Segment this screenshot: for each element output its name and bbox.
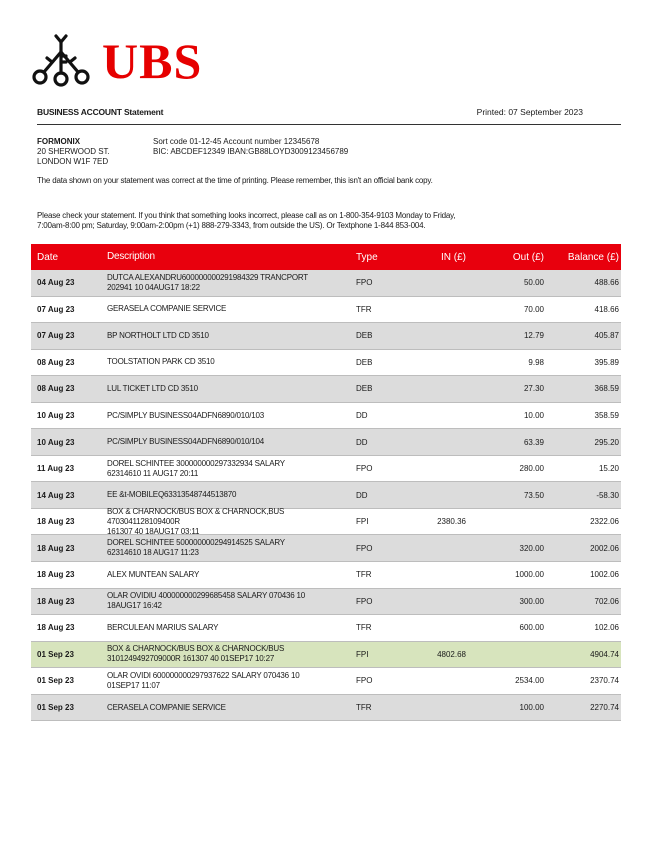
- table-row: [31, 695, 621, 722]
- row-description: [107, 411, 356, 421]
- row-date: 18 Aug 23: [37, 570, 75, 580]
- sort-code-account-number: Sort code 01-12-45 Account number 12345678: [153, 137, 320, 146]
- table-row: [31, 535, 621, 562]
- row-date: 18 Aug 23: [37, 543, 75, 553]
- row-balance: 358.59: [594, 411, 619, 420]
- row-description-line-1: OLAR OVIDIU 400000000299685458 SALARY 070436 10: [107, 591, 306, 601]
- row-description-line-1: EE &t-MOBILEQ63313548744513870: [107, 490, 237, 500]
- row-date: 14 Aug 23: [37, 490, 75, 500]
- row-description-line-1: BERCULEAN MARIUS SALARY: [107, 622, 219, 632]
- table-row: [31, 589, 621, 616]
- row-description: [107, 570, 356, 580]
- row-description-line-1: DUTCA ALEXANDRU600000000291984329 TRANCPORT: [107, 272, 308, 282]
- table-row: [31, 456, 621, 483]
- three-keys-icon: [30, 32, 92, 90]
- row-date: 04 Aug 23: [37, 278, 75, 288]
- row-in: 4802.68: [437, 649, 466, 659]
- row-description: [107, 273, 356, 293]
- row-description: [107, 538, 356, 558]
- row-date: 01 Sep 23: [37, 703, 74, 713]
- table-row: [31, 323, 621, 350]
- table-row: [31, 562, 621, 589]
- table-row: [31, 615, 621, 642]
- row-description: [107, 490, 356, 500]
- row-type: DEB: [356, 331, 373, 341]
- row-type: FPI: [356, 517, 369, 527]
- header-in: IN (£): [441, 251, 466, 263]
- row-date: 08 Aug 23: [37, 384, 75, 394]
- row-description: [107, 384, 356, 394]
- row-out: 50.00: [523, 278, 544, 288]
- row-out: 73.50: [523, 490, 544, 500]
- row-date: 07 Aug 23: [37, 331, 75, 341]
- table-row: [31, 429, 621, 456]
- row-type: FPO: [356, 464, 373, 474]
- row-balance: 4904.74: [590, 649, 619, 659]
- header-divider: [37, 124, 621, 125]
- row-date: 10 Aug 23: [37, 437, 75, 447]
- row-description-line-1: PC/SIMPLY BUSINESS04ADFN6890/010/103: [107, 410, 265, 420]
- row-balance: 295.20: [594, 437, 619, 447]
- row-balance: 395.89: [594, 357, 619, 367]
- row-description-line-1: LUL TICKET LTD CD 3510: [107, 383, 198, 393]
- row-type: FPO: [356, 596, 373, 606]
- row-balance: 2322.06: [590, 517, 619, 527]
- row-description-line-2: 161307 40 18AUG17 03:11: [107, 526, 200, 536]
- row-date: 01 Sep 23: [37, 649, 74, 659]
- row-description-line-2: 62314610 18 AUG17 11:23: [107, 548, 199, 558]
- row-date: 18 Aug 23: [37, 517, 75, 527]
- row-description: [107, 331, 356, 341]
- header-out: Out (£): [512, 251, 544, 263]
- row-out: 1000.00: [515, 570, 544, 580]
- header-type: Type: [356, 251, 378, 263]
- header-description: Description: [107, 251, 155, 262]
- row-type: TFR: [356, 703, 372, 713]
- table-row: [31, 270, 621, 297]
- row-balance: 102.06: [594, 623, 619, 633]
- table-row: [31, 506, 621, 536]
- address-line-2: LONDON W1F 7ED: [37, 157, 109, 166]
- table-row: [31, 376, 621, 403]
- row-description-line-1: PC/SIMPLY BUSINESS04ADFN6890/010/104: [107, 437, 265, 447]
- row-type: DEB: [356, 357, 373, 367]
- row-date: 18 Aug 23: [37, 596, 75, 606]
- accuracy-notice: The data shown on your statement was correct at the time of printing. Please remember, this isn't an official bank copy.: [37, 176, 433, 185]
- row-date: 08 Aug 23: [37, 357, 75, 367]
- company-name: FORMONIX: [37, 137, 81, 146]
- table-header: [31, 244, 621, 270]
- row-description-line-1: BOX & CHARNOCK/BUS BOX & CHARNOCK/BUS: [107, 644, 285, 654]
- row-description: [107, 703, 356, 713]
- row-balance: 1002.06: [590, 570, 619, 580]
- row-description-line-1: GERASELA COMPANIE SERVICE: [107, 304, 227, 314]
- statement-header: [37, 107, 621, 117]
- account-address: [37, 137, 110, 167]
- row-description: [107, 357, 356, 367]
- row-type: FPO: [356, 543, 373, 553]
- row-type: FPI: [356, 649, 369, 659]
- row-type: DEB: [356, 384, 373, 394]
- row-description-line-2: 3101249492709000R 161307 40 01SEP17 10:27: [107, 654, 275, 664]
- row-balance: 15.20: [598, 464, 619, 474]
- row-balance: 2270.74: [590, 703, 619, 713]
- row-description: [107, 623, 356, 633]
- row-out: 63.39: [523, 437, 544, 447]
- row-description-line-2: 62314610 11 AUG17 20:11: [107, 468, 199, 478]
- bic-iban: BIC: ABCDEF12349 IBAN:GB88LOYD3009123456789: [153, 147, 349, 156]
- row-description-line-1: CERASELA COMPANIE SERVICE: [107, 702, 226, 712]
- row-balance: 368.59: [594, 384, 619, 394]
- row-description-line-1: BOX & CHARNOCK/BUS BOX & CHARNOCK,BUS 4703041128109400R: [107, 506, 285, 526]
- row-description: [107, 437, 356, 447]
- header-balance: Balance (£): [567, 251, 619, 263]
- row-description: [107, 591, 356, 611]
- row-type: DD: [356, 490, 368, 500]
- row-type: DD: [356, 411, 368, 420]
- contact-notice: Please check your statement. If you think that something looks incorrect, please call as on 1-800-354-9103 Monday to Friday, 7:00am-8:00 pm; Saturday, 9:00am-2:00pm (+1) 888-279-3343, from outside the US). Or Textphone 1-844 853-004.: [37, 211, 456, 230]
- row-type: TFR: [356, 304, 372, 314]
- row-description-line-2: 01SEP17 11:07: [107, 680, 160, 690]
- address-line-1: 20 SHERWOOD ST.: [37, 147, 110, 156]
- row-description-line-1: TOOLSTATION PARK CD 3510: [107, 357, 215, 367]
- row-description: [107, 304, 356, 314]
- row-description: [107, 644, 356, 664]
- row-out: 10.00: [523, 411, 544, 420]
- row-description: [107, 459, 356, 479]
- row-description-line-1: ALEX MUNTEAN SALARY: [107, 569, 200, 579]
- row-balance: 2370.74: [590, 676, 619, 686]
- bank-logo: [30, 30, 202, 92]
- row-out: 2534.00: [515, 676, 544, 686]
- row-out: 9.98: [528, 357, 544, 367]
- printed-date: Printed: 07 September 2023: [476, 107, 583, 117]
- row-out: 70.00: [523, 304, 544, 314]
- row-date: 18 Aug 23: [37, 623, 75, 633]
- table-row: [31, 642, 621, 669]
- row-description: [107, 671, 356, 691]
- row-type: FPO: [356, 676, 373, 686]
- row-balance: 405.87: [594, 331, 619, 341]
- row-description-line-1: DOREL SCHINTEE 300000000297332934 SALARY: [107, 458, 285, 468]
- row-out: 600.00: [519, 623, 544, 633]
- row-description: [107, 507, 356, 537]
- row-balance: 488.66: [594, 278, 619, 288]
- row-out: 300.00: [519, 596, 544, 606]
- row-out: 100.00: [519, 703, 544, 713]
- row-type: FPO: [356, 278, 373, 288]
- row-type: DD: [356, 437, 368, 447]
- row-balance: 2002.06: [590, 543, 619, 553]
- row-in: 2380.36: [437, 517, 466, 527]
- brand-name: UBS: [102, 33, 203, 89]
- statement-title: BUSINESS ACCOUNT Statement: [37, 107, 164, 117]
- row-description-line-2: 202941 10 04AUG17 18:22: [107, 282, 200, 292]
- transactions-table: [31, 244, 621, 721]
- row-out: 27.30: [523, 384, 544, 394]
- row-description-line-1: BP NORTHOLT LTD CD 3510: [107, 330, 209, 340]
- header-date: Date: [37, 251, 59, 263]
- row-out: 12.79: [523, 331, 544, 341]
- row-balance: -58.30: [596, 490, 619, 500]
- row-date: 07 Aug 23: [37, 304, 75, 314]
- table-row: [31, 668, 621, 695]
- row-description-line-1: DOREL SCHINTEE 500000000294914525 SALARY: [107, 538, 285, 548]
- row-description-line-2: 18AUG17 16:42: [107, 601, 162, 611]
- row-description-line-1: OLAR OVIDI 600000000297937622 SALARY 070436 10: [107, 670, 300, 680]
- row-type: TFR: [356, 623, 372, 633]
- row-type: TFR: [356, 570, 372, 580]
- row-out: 320.00: [519, 543, 544, 553]
- table-body: [31, 270, 621, 721]
- row-out: 280.00: [519, 464, 544, 474]
- row-date: 11 Aug 23: [37, 464, 75, 474]
- bank-details: [153, 137, 348, 157]
- row-balance: 418.66: [594, 304, 619, 314]
- table-row: [31, 350, 621, 377]
- table-row: [31, 403, 621, 430]
- row-balance: 702.06: [594, 596, 619, 606]
- row-date: 01 Sep 23: [37, 676, 74, 686]
- row-date: 10 Aug 23: [37, 411, 75, 420]
- table-row: [31, 297, 621, 324]
- table-row: [31, 482, 621, 509]
